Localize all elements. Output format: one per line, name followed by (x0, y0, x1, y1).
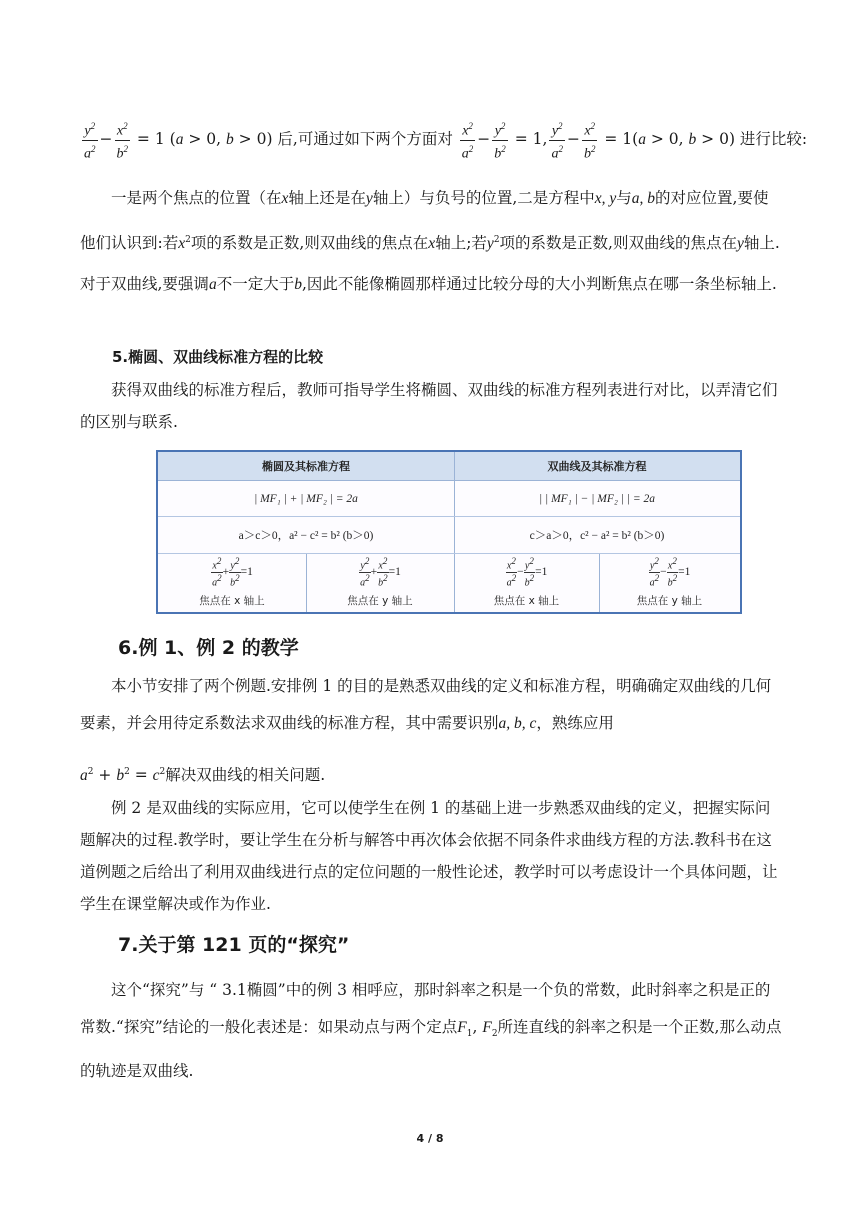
hyperbola-y-equation: $y^2$ $a^2$ − $x^2$ $b^2$ =1 (649, 556, 691, 588)
section-6-paragraph-1: 本小节安排了两个例题.安排例 1 的目的是熟悉双曲线的定义和标准方程，明确确定双曲线的几何要素，并会用待定系数法求双曲线的标准方程，其中需要识别a, b, c，熟练应用 (80, 677, 772, 732)
intro-text-1: 后,可通过如下两个方面对 (272, 130, 458, 148)
hyperbola-x-equation: $x^2$ $a^2$ − $y^2$ $b^2$ =1 (506, 556, 548, 588)
hyperbola-focus-y: 焦点在 y 轴上 (636, 594, 703, 607)
intro-text-2: 进行比较: (735, 130, 808, 148)
comparison-table (156, 450, 742, 614)
hyperbola-definition: | | MF₁ | − | MF₂ | | = 2a (539, 492, 655, 505)
section-6-formula-line: $a^2 + b^2 = c^2$解决双曲线的相关问题. (80, 766, 326, 785)
ellipse-condition: a＞c＞0，a² − c² = b² (b＞0) (238, 530, 374, 542)
intro-line: $\frac{y^2}{a^2}$ − $\frac{x^2}{b^2}$ = 1 (a > 0, b > 0) 后,可通过如下两个方面对 $\frac{x^2}{a^2}$ − $\frac{y^2}{b^2}$ = 1, $\frac{y^2}{a^2}$ − $\frac{x^2}{b^2}$ = 1(a > 0, b > 0) 进行比较: (80, 116, 782, 163)
hyperbola-condition: c＞a＞0，c² − a² = b² (b＞0) (529, 530, 665, 542)
section-5-text: 获得双曲线的标准方程后，教师可指导学生将椭圆、双曲线的标准方程列表进行对比，以弄清它们的区别与联系. (80, 381, 778, 431)
ellipse-focus-x: 焦点在 x 轴上 (199, 594, 265, 607)
section-6-paragraph-2: 例 2 是双曲线的实际应用，它可以使学生在例 1 的基础上进一步熟悉双曲线的定义，把握实际问题解决的过程.教学时，要让学生在分析与解答中再次体会依据不同条件求曲线方程的方法.教科书在这道例题之后给出了利用双曲线进行点的定位问题的一般性论述，教学时可以考虑设计一个具体问题，让学生在课堂解决或作为作业. (80, 799, 778, 913)
section-7-paragraph: 这个“探究”与 “ 3.1椭圆”中的例 3 相呼应，那时斜率之积是一个负的常数，此时斜率之积是正的常数.“探究”结论的一般化表述是：如果动点与两个定点$F_1$, $F_2$所连直线的斜率之积是一个正数,那么动点的轨迹是双曲线. (80, 981, 782, 1081)
hyperbola-focus-x: 焦点在 x 轴上 (493, 594, 560, 607)
paragraph-focus-position: 一是两个焦点的位置（在x轴上还是在y轴上）与负号的位置,二是方程中x, y与a, b的对应位置,要使他们认识到:若$x^2$项的系数是正数,则双曲线的焦点在x轴上;若$y^2$项的系数是正数,则双曲线的焦点在y轴上.对于双曲线,要强调a不一定大于b,因此不能像椭圆那样通过比较分母的大小判断焦点在哪一条坐标轴上. (80, 189, 780, 294)
ellipse-focus-y: 焦点在 y 轴上 (347, 594, 413, 607)
table-header-hyperbola: 双曲线及其标准方程 (547, 460, 647, 473)
table-header-ellipse: 椭圆及其标准方程 (262, 460, 350, 473)
ellipse-y-equation: $y^2$ $a^2$ + $x^2$ $b^2$ =1 (360, 556, 401, 588)
section-6-heading: 6.例 1、例 2 的教学 (118, 637, 299, 659)
ellipse-definition: | MF₁ | + | MF₂ | = 2a (254, 492, 358, 505)
section-7-heading: 7.关于第 121 页的“探究” (118, 934, 350, 956)
section-5-heading: 5.椭圆、双曲线标准方程的比较 (112, 348, 324, 366)
ellipse-x-equation: $x^2$ $a^2$ + $y^2$ $b^2$ =1 (212, 556, 253, 588)
page-number: 4 / 8 (416, 1132, 444, 1145)
